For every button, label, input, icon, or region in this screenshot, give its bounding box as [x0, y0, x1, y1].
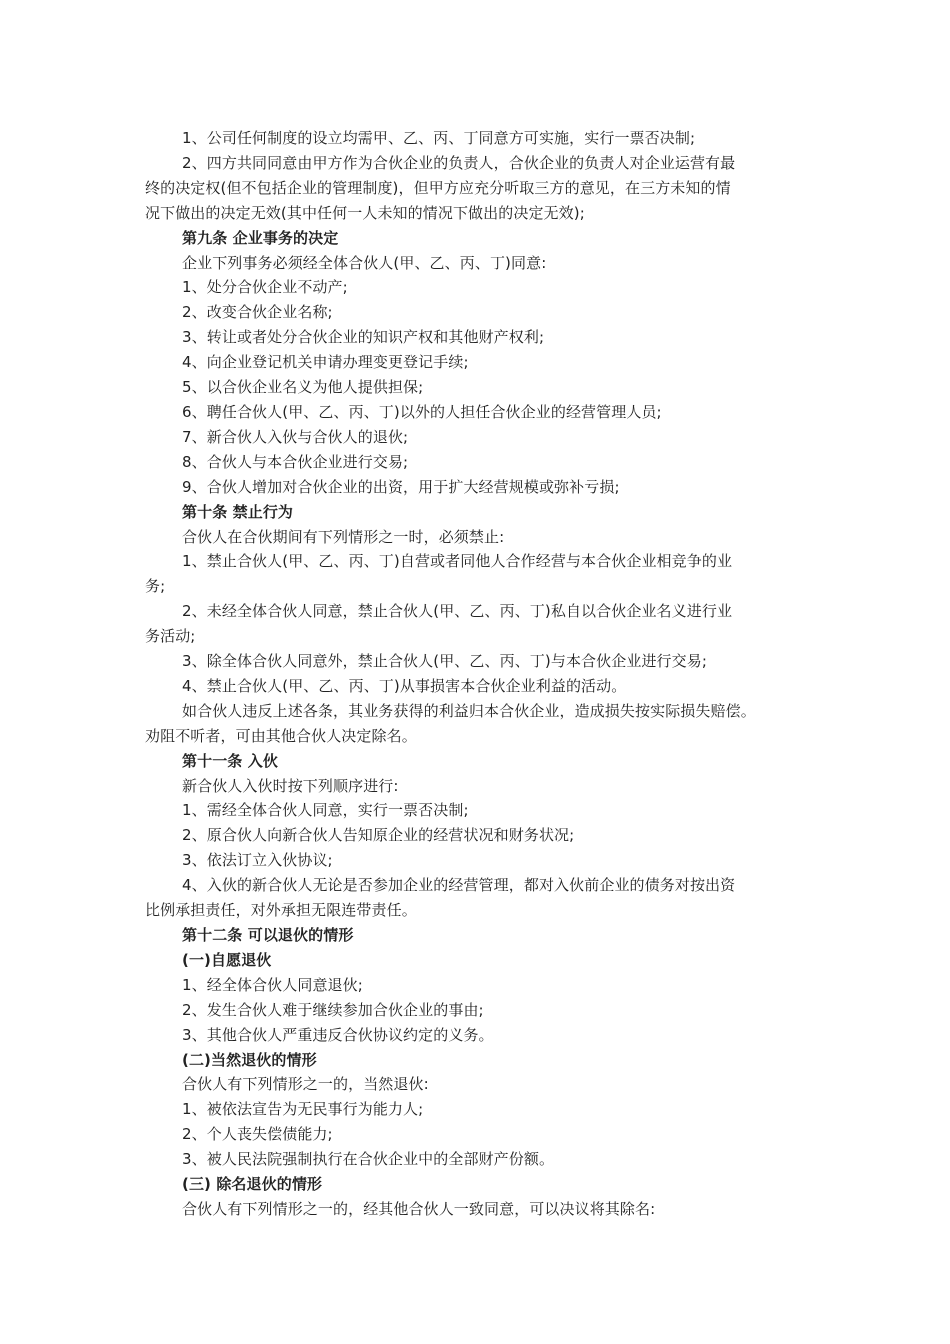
- text-line: 务;: [145, 577, 166, 596]
- section-heading: 第十二条 可以退伙的情形: [182, 926, 354, 944]
- text-line: 企业下列事务必须经全体合伙人(甲、乙、丙、丁)同意:: [182, 253, 547, 272]
- section-heading: 第十一条 入伙: [182, 751, 278, 770]
- text-line: 况下做出的决定无效(其中任何一人未知的情况下做出的决定无效);: [145, 203, 585, 222]
- text-line: 务活动;: [145, 627, 196, 646]
- text-line: 2、原合伙人向新合伙人告知原企业的经营状况和财务状况;: [182, 826, 575, 845]
- text-line: 1、经全体合伙人同意退伙;: [182, 975, 363, 994]
- text-line: 8、合伙人与本合伙企业进行交易;: [182, 452, 409, 471]
- text-line: 2、未经全体合伙人同意，禁止合伙人(甲、乙、丙、丁)私自以合伙企业名义进行业: [182, 602, 733, 621]
- text-line: 1、被依法宣告为无民事行为能力人;: [182, 1100, 424, 1119]
- text-line: 4、入伙的新合伙人无论是否参加企业的经营管理，都对入伙前企业的债务对按出资: [182, 876, 736, 895]
- text-line: 2、改变合伙企业名称;: [182, 303, 333, 322]
- text-line: 4、向企业登记机关申请办理变更登记手续;: [182, 353, 469, 372]
- text-line: 合伙人有下列情形之一的，当然退伙:: [182, 1075, 429, 1094]
- text-line: 3、被人民法院强制执行在合伙企业中的全部财产份额。: [182, 1150, 555, 1169]
- document-page: [145, 126, 805, 1222]
- section-heading: 第十条 禁止行为: [182, 502, 294, 521]
- text-line: 比例承担责任，对外承担无限连带责任。: [145, 901, 417, 920]
- text-line: 合伙人有下列情形之一的，经其他合伙人一致同意，可以决议将其除名:: [182, 1199, 656, 1218]
- text-line: 终的决定权(但不包括企业的管理制度)，但甲方应充分听取三方的意见，在三方未知的情: [145, 178, 731, 197]
- text-line: 1、需经全体合伙人同意，实行一票否决制;: [182, 801, 469, 820]
- text-line: 2、个人丧失偿债能力;: [182, 1125, 333, 1144]
- text-line: 3、其他合伙人严重违反合伙协议约定的义务。: [182, 1025, 494, 1044]
- section-heading: (三) 除名退伙的情形: [182, 1175, 323, 1194]
- text-line: 新合伙人入伙时按下列顺序进行:: [182, 776, 399, 795]
- text-line: 2、四方共同同意由甲方作为合伙企业的负责人，合伙企业的负责人对企业运营有最: [182, 153, 736, 172]
- section-heading: (二)当然退伙的情形: [182, 1050, 317, 1069]
- text-line: 1、禁止合伙人(甲、乙、丙、丁)自营或者同他人合作经营与本合伙企业相竞争的业: [182, 552, 733, 571]
- text-line: 3、除全体合伙人同意外，禁止合伙人(甲、乙、丙、丁)与本合伙企业进行交易;: [182, 652, 708, 671]
- text-line: 4、禁止合伙人(甲、乙、丙、丁)从事损害本合伙企业利益的活动。: [182, 676, 627, 695]
- section-heading: (一)自愿退伙: [182, 950, 272, 969]
- section-heading: 第九条 企业事务的决定: [182, 228, 339, 247]
- text-line: 9、合伙人增加对合伙企业的出资，用于扩大经营规模或弥补亏损;: [182, 477, 620, 496]
- text-line: 2、发生合伙人难于继续参加合伙企业的事由;: [182, 1000, 484, 1019]
- text-line: 5、以合伙企业名义为他人提供担保;: [182, 378, 424, 397]
- text-line: 合伙人在合伙期间有下列情形之一时，必须禁止:: [182, 527, 505, 546]
- text-line: 1、公司任何制度的设立均需甲、乙、丙、丁同意方可实施，实行一票否决制;: [182, 129, 696, 147]
- text-line: 3、依法订立入伙协议;: [182, 851, 333, 870]
- text-line: 如合伙人违反上述各条，其业务获得的利益归本合伙企业，造成损失按实际损失赔偿。: [182, 701, 756, 720]
- text-line: 劝阻不听者，可由其他合伙人决定除名。: [145, 726, 417, 745]
- text-line: 3、转让或者处分合伙企业的知识产权和其他财产权利;: [182, 328, 545, 347]
- text-line: 7、新合伙人入伙与合伙人的退伙;: [182, 427, 409, 446]
- text-line: 1、处分合伙企业不动产;: [182, 278, 348, 297]
- text-line: 6、聘任合伙人(甲、乙、丙、丁)以外的人担任合伙企业的经营管理人员;: [182, 402, 662, 421]
